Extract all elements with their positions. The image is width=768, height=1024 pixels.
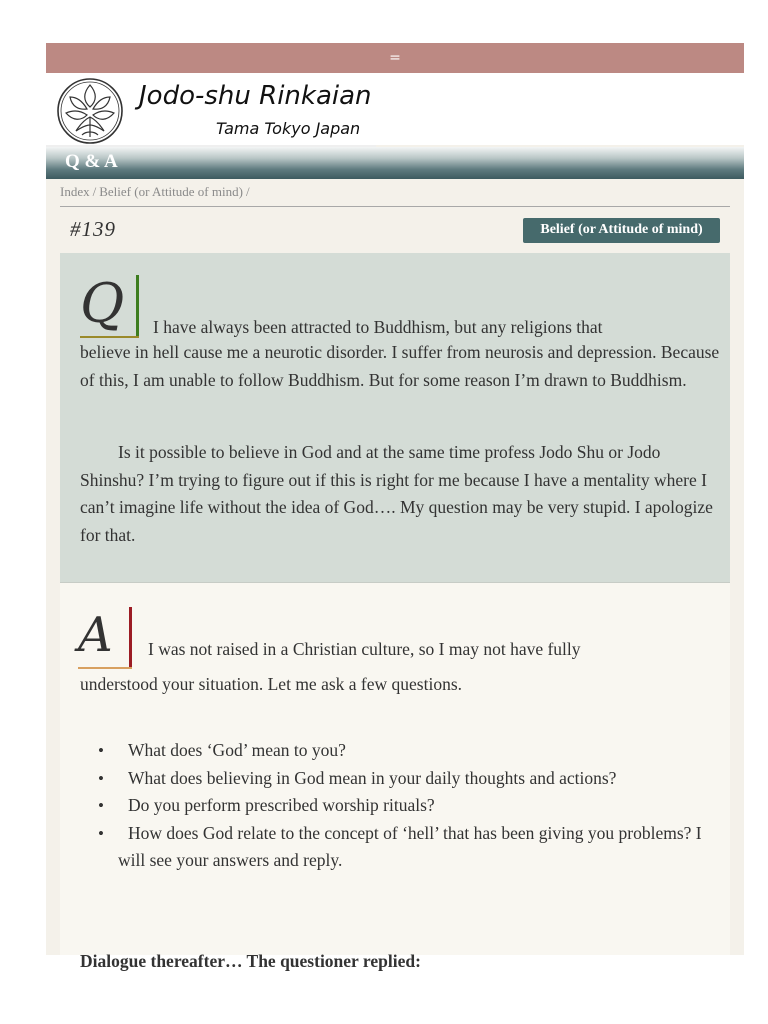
question-box — [60, 253, 730, 583]
breadcrumb — [60, 184, 253, 200]
list-item-text: • How does God relate to the concept of ‘hell’ that has been giving you problems? I will see your answers and reply. — [118, 822, 702, 870]
section-bar — [46, 147, 744, 179]
category-badge[interactable]: Belief (or Attitude of mind) — [523, 218, 720, 243]
breadcrumb-separator: / — [245, 184, 250, 199]
crest-logo-icon[interactable] — [56, 77, 124, 145]
question-text: believe in hell cause me a neurotic disorder. I suffer from neurosis and depression. Because of this, I am unable to follow Buddhism. But for some reason I’m drawn to Buddhism. — [80, 342, 720, 390]
site-header — [46, 73, 744, 145]
question-initial-horizontal-rule — [80, 336, 139, 338]
section-title: Q & A — [65, 151, 118, 172]
divider — [60, 206, 730, 207]
list-item-text: • Do you perform prescribed worship rituals? — [128, 795, 435, 815]
answer-initial: A — [78, 607, 113, 663]
site-title[interactable]: Jodo-shu Rinkaian — [139, 81, 372, 111]
answer-text: understood your situation. Let me ask a few questions. — [80, 674, 463, 694]
list-item — [80, 765, 720, 793]
question-initial: Q — [80, 272, 125, 335]
top-bar — [46, 43, 744, 73]
answer-box — [60, 583, 730, 971]
answer-initial-vertical-rule — [129, 607, 132, 667]
answer-question-list — [80, 737, 720, 875]
answer-initial-horizontal-rule — [78, 667, 132, 669]
answer-text-first-line: I was not raised in a Christian culture, so I may not have fully — [148, 639, 581, 659]
dialogue-heading: Dialogue thereafter… The questioner replied: — [80, 951, 421, 971]
list-item — [80, 737, 720, 765]
list-item — [80, 820, 720, 875]
question-initial-vertical-rule — [136, 275, 139, 337]
entry-number: #139 — [70, 217, 116, 241]
breadcrumb-item-index[interactable]: Index — [60, 184, 90, 199]
menu-toggle-icon[interactable]: = — [389, 50, 401, 66]
question-text-first-line: I have always been attracted to Buddhism, but any religions that — [153, 317, 603, 337]
breadcrumb-separator: / — [92, 184, 97, 199]
list-item-text: • What does believing in God mean in your daily thoughts and actions? — [128, 767, 617, 788]
page-container — [46, 43, 744, 971]
question-paragraph-2: Is it possible to believe in God and at the same time profess Jodo Shu or Jodo Shinshu? I’m trying to figure out if this is right for me because I have a mentality where I can’t imagine life without the idea of God…. My question may be very stupid. I apologize for that. — [80, 442, 713, 545]
breadcrumb-item-belief[interactable]: Belief (or Attitude of mind) — [99, 184, 243, 199]
site-subtitle: Tama Tokyo Japan — [216, 119, 361, 138]
list-item-text: • What does ‘God’ mean to you? — [128, 740, 346, 760]
list-item — [80, 792, 720, 820]
